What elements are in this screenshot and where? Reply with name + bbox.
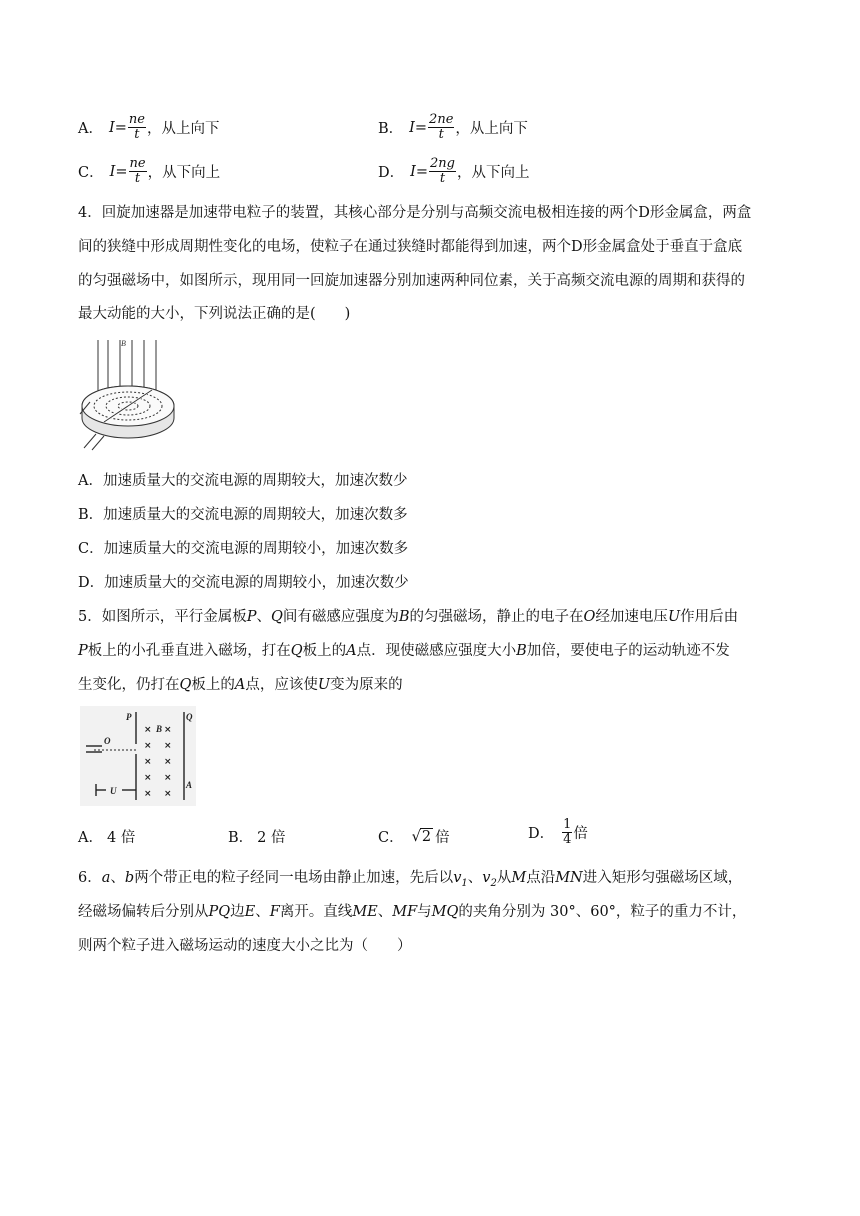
formula-lhs: I=: [410, 163, 429, 180]
var-b: B: [398, 609, 410, 625]
fraction: [428, 113, 454, 142]
option-text: ，从上向下: [146, 121, 220, 137]
point-a-label: A: [186, 780, 193, 790]
q4-option-c: C．加速质量大的交流电源的周期较小，加速次数多: [78, 541, 409, 557]
svg-text:×: ×: [144, 789, 152, 799]
var-u: U: [667, 609, 681, 625]
text: 的匀强磁场，静止的电子在: [409, 609, 584, 625]
var-q: Q: [290, 643, 303, 659]
numerator: 2ng: [430, 156, 455, 171]
q6-stem-line-3: 则两个粒子进入磁场运动的速度大小之比为（ ）: [78, 938, 412, 954]
text: 边: [230, 904, 245, 920]
var-b: b: [124, 870, 135, 886]
q4-option-d: D．加速质量大的交流电源的周期较小，加速次数少: [78, 575, 409, 591]
var-m: M: [511, 870, 527, 886]
var-q: Q: [271, 609, 283, 625]
option-letter: A．: [78, 830, 103, 846]
text: 与: [417, 904, 432, 920]
option-letter: D．: [378, 165, 405, 181]
text: 间有磁感应强度为: [282, 609, 399, 625]
text: 生变化，仍打在: [78, 677, 180, 693]
fraction: [562, 818, 572, 847]
text: 经磁场偏转后分别从: [78, 904, 209, 920]
var-u: U: [317, 677, 331, 693]
var-o: O: [583, 609, 596, 625]
text: 、: [256, 609, 271, 625]
numerator: 1: [563, 817, 572, 832]
denominator: t: [439, 171, 446, 186]
var-mn: MN: [555, 870, 583, 886]
var-mq: MQ: [431, 904, 459, 920]
var-q: Q: [179, 677, 192, 693]
numerator: 2ne: [429, 112, 454, 127]
text: 进入矩形匀强磁场区域，: [582, 870, 743, 886]
q5-stem-line-3: [78, 675, 403, 695]
radicand: 2: [421, 829, 432, 845]
option-letter: A．: [78, 121, 103, 137]
fraction: [129, 157, 147, 186]
var-mf: MF: [392, 904, 418, 920]
var-a: a: [101, 870, 111, 886]
point-o-label: O: [104, 736, 111, 746]
text: 经加速电压: [595, 609, 668, 625]
var-p: P: [246, 609, 257, 625]
text: 板上的: [302, 643, 347, 659]
svg-text:×: ×: [164, 741, 172, 751]
option-letter: C．: [78, 165, 104, 181]
numerator: ne: [128, 112, 145, 127]
q4-stem-line-1: 4．回旋加速器是加速带电粒子的装置，其核心部分是分别与高频交流电极相连接的两个D形金属盒，两盒: [78, 205, 752, 221]
denominator: t: [438, 127, 444, 142]
denominator: t: [134, 127, 140, 142]
option-unit: 倍: [435, 830, 450, 846]
svg-text:×: ×: [144, 773, 152, 783]
option-unit: 倍: [573, 826, 588, 842]
plate-q-label: Q: [186, 712, 193, 722]
text: 点，应该使: [245, 677, 318, 693]
svg-text:×: ×: [144, 725, 152, 735]
svg-text:×: ×: [144, 757, 152, 767]
magnetic-field-label: B: [121, 339, 126, 348]
var-pq: PQ: [208, 904, 231, 920]
q5-stem-line-2: [78, 641, 730, 661]
text: 、: [377, 904, 393, 920]
text: 板上的小孔垂直进入磁场，打在: [87, 643, 291, 659]
q5-option-b: [228, 826, 286, 847]
cyclotron-figure: [76, 336, 176, 456]
svg-text:×: ×: [164, 757, 172, 767]
denominator: 4: [563, 832, 572, 847]
text: 两个带正电的粒子经同一电场由静止加速，先后以: [134, 870, 454, 886]
var-f: F: [269, 904, 280, 920]
voltage-u-label: U: [110, 786, 117, 796]
sqrt-sign: √: [411, 828, 421, 845]
formula-lhs: I=: [109, 163, 128, 180]
var-a: A: [346, 643, 357, 659]
plate-p-label: P: [126, 712, 132, 722]
svg-text:×: ×: [164, 789, 172, 799]
text: 、: [110, 870, 125, 886]
q3-option-a: [78, 113, 219, 142]
q6-stem-line-2: [78, 902, 746, 922]
text: 的夹角分别为 30°、60°，粒子的重力不计，: [458, 904, 747, 920]
option-text: ，从下向上: [457, 165, 530, 181]
var-v2: v: [482, 870, 491, 886]
var-a: A: [234, 677, 246, 693]
plates-magnetic-field-figure: [80, 706, 196, 806]
q6-stem-line-1: [78, 868, 742, 894]
q5-option-d: [528, 818, 588, 847]
svg-text:×: ×: [164, 725, 172, 735]
text: 板上的: [191, 677, 235, 693]
text: 变为原来的: [330, 677, 403, 693]
text: 作用后由: [680, 609, 739, 625]
option-value: 4 倍: [106, 830, 136, 846]
q3-option-b: [378, 113, 528, 142]
q4-option-b: B．加速质量大的交流电源的周期较大，加速次数多: [78, 507, 408, 523]
subscript: 1: [461, 877, 468, 889]
text: 点沿: [526, 870, 556, 886]
option-letter: B．: [228, 830, 254, 846]
formula-lhs: I=: [409, 119, 428, 136]
text: 、: [255, 904, 270, 920]
text: 5．如图所示，平行金属板: [78, 609, 247, 625]
denominator: t: [134, 171, 141, 186]
q5-option-a: [78, 826, 135, 847]
q3-option-c: [78, 157, 220, 186]
q4-stem-line-3: 的匀强磁场中，如图所示，现用同一回旋加速器分别加速两种同位素，关于高频交流电源的周期和获得的: [78, 273, 745, 289]
text: 6．: [78, 870, 102, 886]
var-e: E: [244, 904, 256, 920]
text: 从: [496, 870, 512, 886]
option-letter: B．: [378, 121, 404, 137]
fraction: [128, 113, 146, 142]
q4-stem-line-2: 间的狭缝中形成周期性变化的电场，使粒子在通过狭缝时都能得到加速，两个D形金属盒处于垂直于盒底: [78, 239, 743, 255]
svg-text:×: ×: [164, 773, 172, 783]
field-b-label: B: [156, 724, 163, 734]
option-value: 2 倍: [257, 830, 286, 846]
var-v1: v: [453, 870, 462, 886]
numerator: ne: [129, 156, 146, 171]
text: 点．现使磁感应强度大小: [356, 643, 517, 659]
formula-lhs: I=: [108, 119, 127, 136]
option-letter: D．: [528, 826, 555, 842]
q3-option-d: [378, 157, 530, 186]
option-letter: C．: [378, 830, 404, 846]
text: 离开。直线: [279, 904, 353, 920]
option-text: ，从下向上: [147, 165, 221, 181]
var-b: B: [516, 643, 527, 659]
q5-stem-line-1: [78, 607, 738, 627]
text: 加倍，要使电子的运动轨迹不发: [526, 643, 730, 659]
svg-text:×: ×: [144, 741, 152, 751]
q4-option-a: A．加速质量大的交流电源的周期较大，加速次数少: [78, 473, 408, 489]
q5-option-c: [378, 826, 450, 847]
fraction: [429, 157, 456, 186]
var-me: ME: [352, 904, 378, 920]
subscript: 2: [490, 877, 497, 889]
option-text: ，从上向下: [455, 121, 528, 137]
var-p: P: [78, 643, 88, 659]
text: 、: [467, 870, 483, 886]
q4-stem-line-4: 最大动能的大小，下列说法正确的是( ): [78, 306, 351, 322]
